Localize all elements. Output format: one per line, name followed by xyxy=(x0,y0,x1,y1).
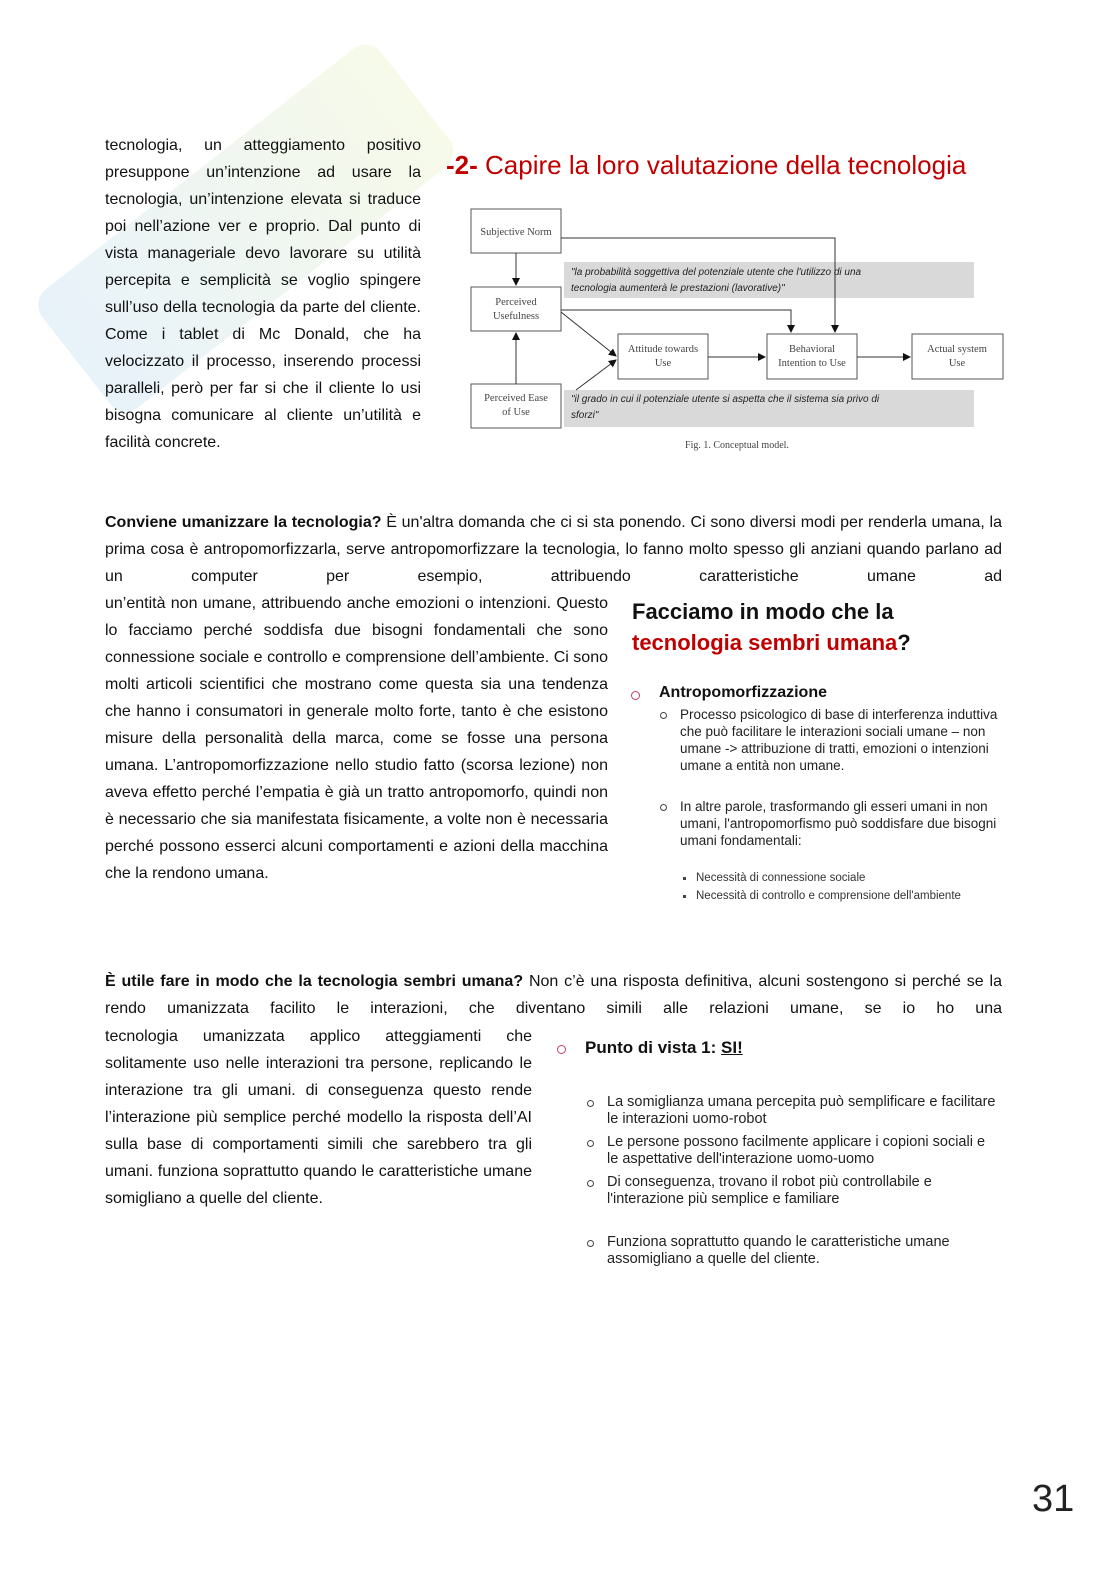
figure-caption: Fig. 1. Conceptual model. xyxy=(685,440,789,451)
slide3-item: La somiglianza umana percepita può semplificare e facilitare le interazioni uomo-robot xyxy=(585,1094,997,1128)
box-actual-use xyxy=(912,334,1003,379)
slide2-heading: Antropomorfizzazione xyxy=(631,684,1022,702)
slide2-item: Processo psicologico di base di interferenza induttiva che può facilitare le interazioni sociali umane – non umane -> attribuzione di tratti, emozioni o intenzioni umane a entità non umane. xyxy=(658,706,1022,774)
slide3-heading xyxy=(557,1038,997,1058)
slide-title-number: -2- xyxy=(446,150,478,180)
box-behavioral-intention xyxy=(767,334,857,379)
label-ease-1: Perceived Ease xyxy=(484,393,548,404)
paragraph-useful-column: tecnologia umanizzata applico atteggiamenti che solitamente uso nelle interazioni tra persone, replicando le interazione tra gli umani. di conseguenza questo rende l’interazione più semplice perché modello la risposta dell’AI sulla base di comportamenti simili che sarebbero tra gli umani. funziona soprattutto quando le caratteristiche umane somigliano a quelle del cliente. xyxy=(105,1028,532,1207)
tam-diagram xyxy=(0,0,1116,470)
paragraph-useful-text: Non c’è una risposta definitiva, alcuni sostengono si perché se la rendo umanizzata facilito le interazioni, che diventano simili alle relazioni umane, se io ho una xyxy=(105,973,1002,1017)
label-actual-2: Use xyxy=(948,358,966,369)
slide2-subitem: Necessità di connessione sociale xyxy=(680,869,1022,887)
label-usefulness-1: Perceived xyxy=(495,297,537,308)
label-subjective-norm: Subjective Norm xyxy=(480,227,552,238)
arrow-ease-attitude xyxy=(576,360,616,390)
page-number: 31 xyxy=(1032,1478,1075,1520)
slide2-title-black: Facciamo in modo che la xyxy=(632,599,894,624)
box-perceived-usefulness xyxy=(471,287,561,331)
paragraph-useful-full xyxy=(105,968,1002,1022)
note-ease-2: sforzi" xyxy=(571,410,599,421)
slide3-item: Di conseguenza, trovano il robot più controllabile e l'interazione più semplice e familiare xyxy=(585,1174,997,1208)
paragraph-humanize-column: un’entità non umane, attribuendo anche emozioni o intenzioni. Questo lo facciamo perché soddisfa due bisogni fondamentali che sono connessione sociale e controllo e comprensione dell’ambiente. Ci sono molti articoli scientifici che mostrano come questa sia una tendenza che hanno i consumatori in generale molto forte, tanto è che esistono misure della personalità della marca, come se fosse una persona umana. L’antropomorfizzazione nello studio fatto (scorsa lezione) non aveva effetto perché l’empatia è già un tratto antropomorfo, quindi non è necessario che sia manifestata fisicamente, a volte non è necessaria perché possono esserci alcuni comportamenti e azioni della macchina che la rendono umana. xyxy=(105,595,608,882)
slide2-item: In altre parole, trasformando gli esseri umani in non umani, l'antropomorfismo può soddisfare due bisogni umani fondamentali: xyxy=(658,798,1022,849)
slide-viewpoint-1 xyxy=(557,1038,997,1268)
label-attitude-1: Attitude towards xyxy=(627,344,699,355)
box-perceived-ease xyxy=(471,384,561,428)
slide-title-text: Capire la loro valutazione della tecnologia xyxy=(477,150,967,180)
question-humanize: Conviene umanizzare la tecnologia? xyxy=(105,514,382,531)
slide2-subitem: Necessità di controllo e comprensione dell'ambiente xyxy=(680,887,1022,905)
label-actual-1: Actual system xyxy=(927,344,987,355)
note-usefulness-1: "la probabilità soggettiva del potenziale utente che l'utilizzo di una xyxy=(571,267,862,278)
label-behavioral-1: Behavioral xyxy=(788,344,836,355)
paragraph-humanize-text: È un'altra domanda che ci si sta ponendo. Ci sono diversi modi per renderla umana, la prima cosa è antropomorfizzarla, serve antropomorfizzare la tecnologia, lo fanno molto spesso gli anziani quando parlano ad un computer per esempio, attribuendo caratteristiche umane ad xyxy=(105,514,1003,585)
label-ease-2: of Use xyxy=(502,407,530,418)
paragraph-humanize-full xyxy=(105,509,1002,590)
label-attitude-2: Use xyxy=(654,358,672,369)
slide3-item: Funziona soprattutto quando le caratteristiche umane assomigliano a quelle del cliente. xyxy=(585,1234,997,1268)
label-behavioral-2: Intention to Use xyxy=(778,358,846,369)
question-useful: È utile fare in modo che la tecnologia sembri umana? xyxy=(105,973,524,990)
paragraph-intro: tecnologia, un atteggiamento positivo presuppone un’intenzione ad usare la tecnologia, un’intenzione elevata si traduce poi nell’azione ver e proprio. Dal punto di vista manageriale devo lavorare su utilità percepita e semplicità se voglio spingere sull’uso della tecnologia da parte del cliente. Come i tablet di Mc Donald, che ha velocizzato il processo, inserendo processi paralleli, però per far si che il cliente lo usi bisogna comunicare al cliente un’utilità e facilità concrete. xyxy=(105,137,421,451)
slide3-item: Le persone possono facilmente applicare i copioni sociali e le aspettative dell'interazione uomo-uomo xyxy=(585,1134,997,1168)
arrow-usefulness-intention xyxy=(561,310,791,332)
label-usefulness-2: Usefulness xyxy=(492,311,540,322)
slide2-title xyxy=(632,596,1022,658)
slide3-heading-text: Punto di vista 1: xyxy=(585,1038,722,1057)
arrow-usefulness-attitude xyxy=(561,312,616,356)
note-ease-1: "il grado in cui il potenziale utente si aspetta che il sistema sia privo di xyxy=(571,394,880,405)
slide2-title-q: ? xyxy=(897,630,911,655)
slide3-heading-answer: SI! xyxy=(721,1038,743,1057)
slide2-title-red: tecnologia sembri umana xyxy=(632,630,898,655)
box-attitude xyxy=(618,334,708,379)
note-usefulness-2: tecnologia aumenterà le prestazioni (lavorative)" xyxy=(571,283,785,294)
slide-anthropomorphization xyxy=(632,596,1022,905)
